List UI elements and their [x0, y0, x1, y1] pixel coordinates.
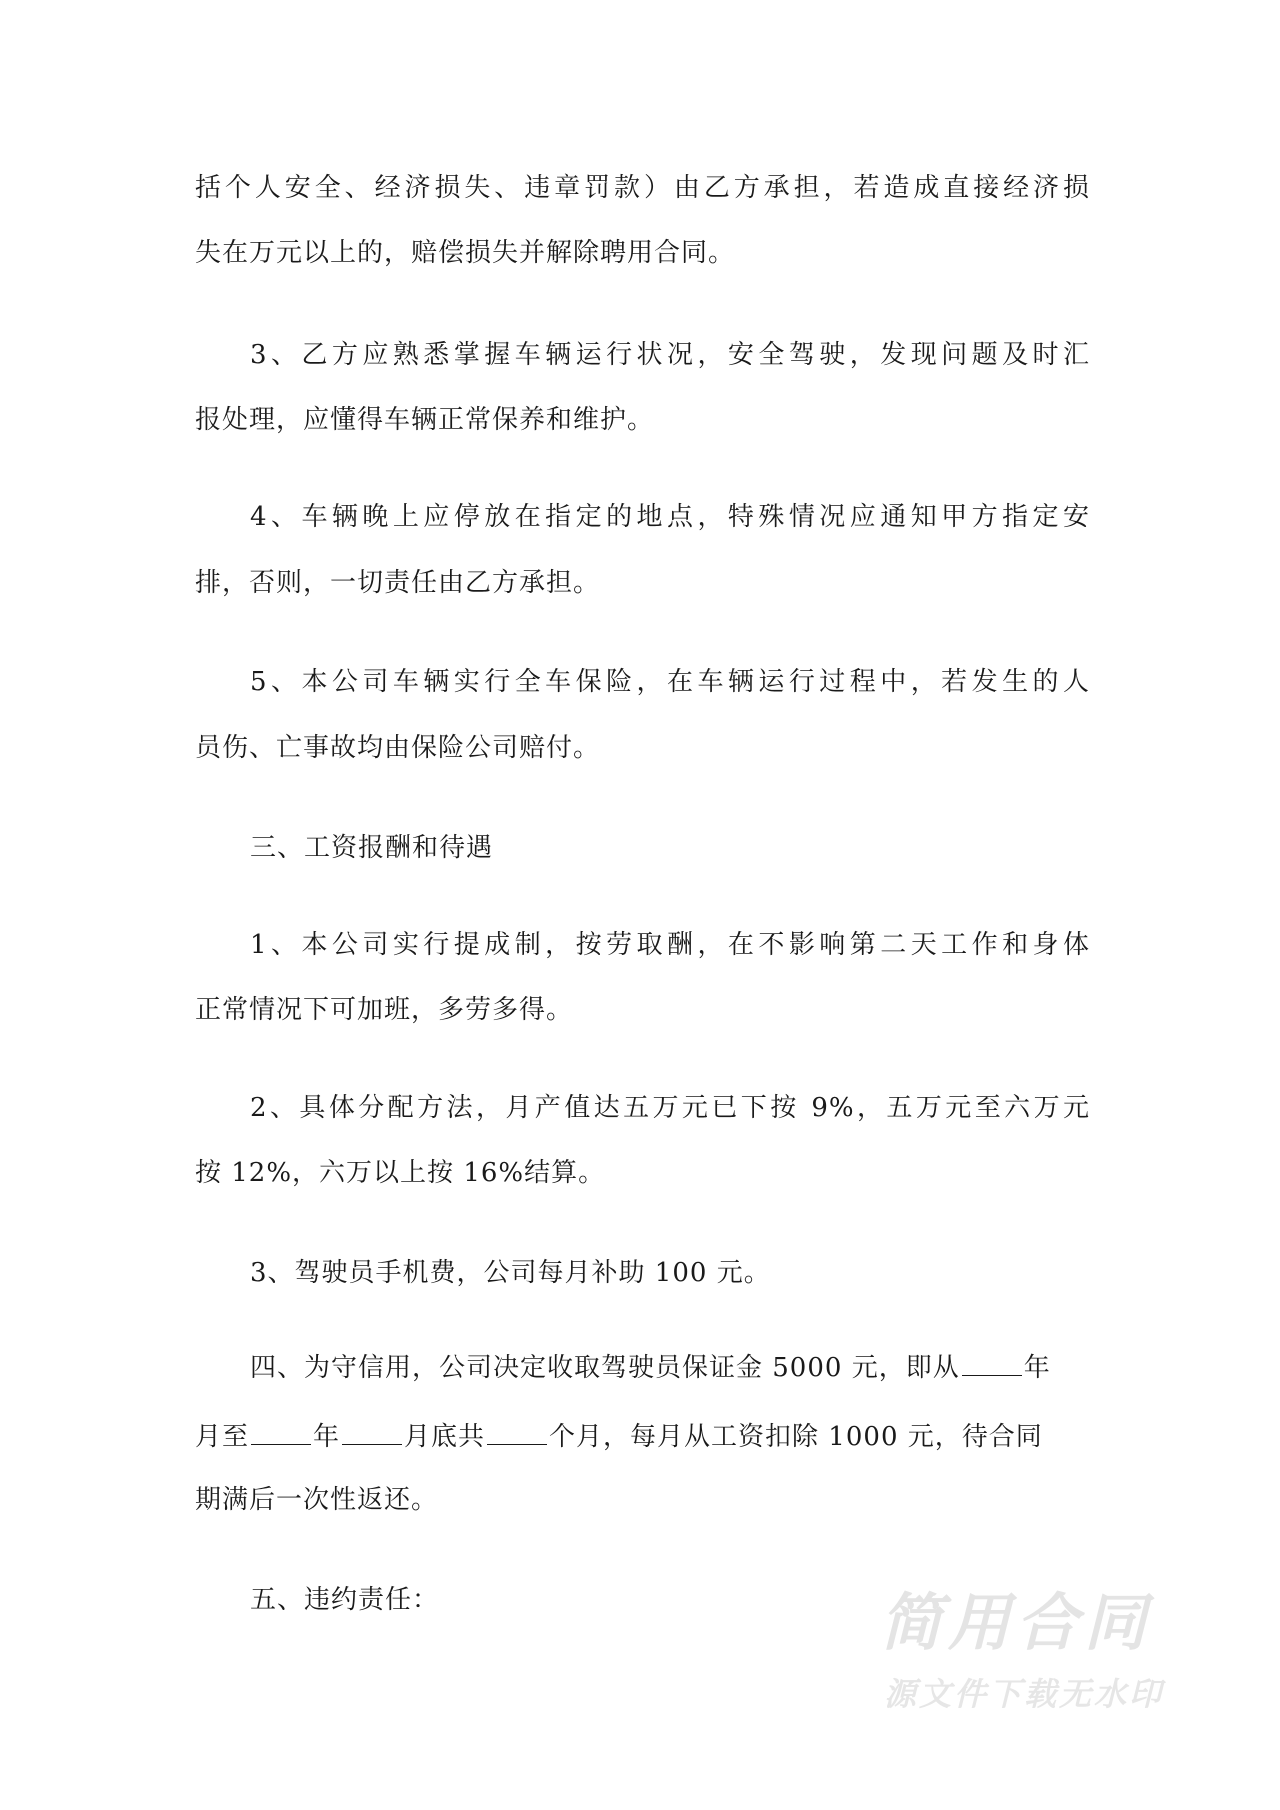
watermark-subtitle: 源文件下载无水印 [884, 1675, 1165, 1713]
clause-3-2-line: 按 12%，六万以上按 16%结算。 [195, 1158, 606, 1188]
clause-2-5-line: 员伤、亡事故均由保险公司赔付。 [195, 733, 601, 763]
section-4-text: 年 [1023, 1353, 1051, 1383]
blank-end-month[interactable] [342, 1420, 402, 1445]
clause-2-4-line: 4、车辆晚上应停放在指定的地点，特殊情况应通知甲方指定安 [250, 502, 1090, 532]
watermark-title: 简用合同 [880, 1586, 1153, 1659]
section-4-text: 四、为守信用，公司决定收取驾驶员保证金 5000 元，即从 [250, 1353, 960, 1383]
section-4-text: 个月，每月从工资扣除 1000 元，待合同 [549, 1422, 1043, 1452]
blank-end-year[interactable] [251, 1420, 311, 1445]
section-4-text: 月至 [195, 1422, 250, 1452]
clause-2-3-line: 3、乙方应熟悉掌握车辆运行状况，安全驾驶，发现问题及时汇 [250, 340, 1090, 370]
paragraph-line: 失在万元以上的，赔偿损失并解除聘用合同。 [195, 238, 736, 268]
section-4-text: 月底共 [404, 1422, 486, 1452]
clause-3-3-line: 3、驾驶员手机费，公司每月补助 100 元。 [250, 1258, 771, 1288]
section-4-line [195, 1420, 1090, 1454]
clause-3-1-line: 正常情况下可加班，多劳多得。 [195, 995, 574, 1025]
clause-2-3-line: 报处理，应懂得车辆正常保养和维护。 [195, 405, 655, 435]
clause-3-1-line: 1、本公司实行提成制，按劳取酬，在不影响第二天工作和身体 [250, 930, 1090, 960]
section-heading-5: 五、违约责任： [250, 1585, 440, 1615]
clause-3-2-line: 2、具体分配方法，月产值达五万元已下按 9%，五万元至六万元 [250, 1093, 1090, 1123]
section-4-line [250, 1351, 1090, 1385]
paragraph-line: 括个人安全、经济损失、违章罚款）由乙方承担，若造成直接经济损 [195, 173, 1090, 203]
clause-2-4-line: 排，否则，一切责任由乙方承担。 [195, 568, 601, 598]
blank-start-year[interactable] [962, 1351, 1022, 1376]
blank-month-count[interactable] [487, 1420, 547, 1445]
section-heading-3: 三、工资报酬和待遇 [250, 833, 494, 863]
section-4-text: 年 [313, 1422, 341, 1452]
clause-2-5-line: 5、本公司车辆实行全车保险，在车辆运行过程中，若发生的人 [250, 667, 1090, 697]
section-4-line: 期满后一次性返还。 [195, 1485, 439, 1515]
